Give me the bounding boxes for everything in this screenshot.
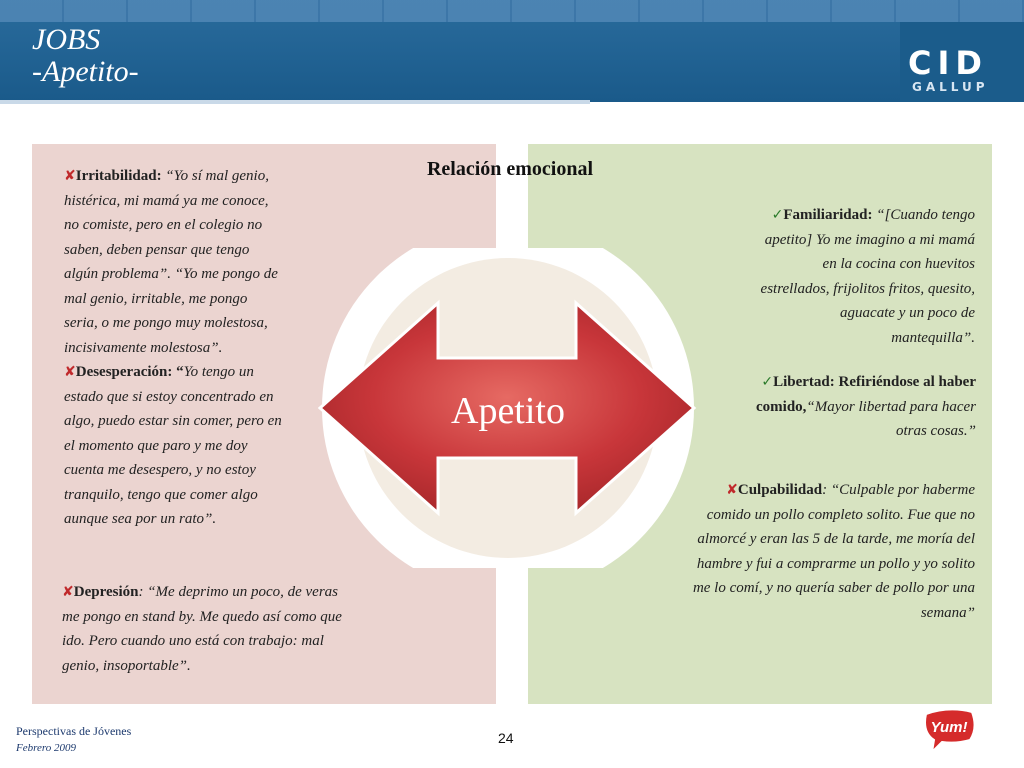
depresion-label: Depresión	[73, 584, 139, 600]
culpabilidad-label: Culpabilidad	[737, 482, 823, 498]
yum-logo-text: Yum!	[930, 719, 968, 736]
yum-logo	[920, 706, 978, 752]
footer-title: Perspectivas de Jóvenes	[16, 724, 132, 738]
check-icon: ✓	[761, 374, 774, 390]
libertad-block	[756, 370, 976, 444]
page-title: JOBS	[32, 23, 101, 56]
page-number: 24	[498, 730, 514, 746]
culpabilidad-block	[690, 478, 975, 625]
desesperacion-label: Desesperación: “	[75, 364, 184, 380]
x-icon: ✘	[726, 482, 738, 498]
irritabilidad-label: Irritabilidad:	[75, 168, 162, 184]
header-underline	[0, 100, 590, 104]
x-icon: ✘	[64, 168, 76, 184]
irritabilidad-quote: “Yo sí mal genio, histérica, mi mamá ya me conoce, no comiste, pero en el colegio no saben, deben pensar que tengo algún problema”. “Yo me pongo de mal genio, irritable, me pongo seria, o me pongo muy molestosa, incisivamente molestosa”.	[64, 168, 278, 356]
libertad-label: Libertad: Refiriéndose al haber comido,	[756, 374, 976, 415]
x-icon: ✘	[62, 584, 74, 600]
appetite-diagram	[318, 248, 698, 568]
libertad-quote: “Mayor libertad para hacer otras cosas.”	[806, 398, 976, 439]
depresion-block	[62, 580, 342, 678]
cid-logo-text: CID	[908, 44, 988, 82]
page-subtitle: -Apetito-	[32, 55, 139, 88]
gallup-logo-text: GALLUP	[912, 80, 989, 94]
desesperacion-quote: Yo tengo un estado que si estoy concentrado en algo, puedo estar sin comer, pero en el momento que paro y me doy cuenta me desespero, y no estoy tranquilo, tengo que comer algo aunque sea por un rato”.	[64, 364, 282, 527]
irritabilidad-block	[64, 164, 284, 532]
familiaridad-quote: “[Cuando tengo apetito] Yo me imagino a mi mamá en la cocina con huevitos estrellados, frijolitos fritos, quesito, aguacate y un poco de mantequilla”.	[760, 207, 975, 346]
x-icon: ✘	[64, 364, 76, 380]
header-bar	[0, 0, 1024, 102]
header-strip	[0, 0, 1024, 22]
culpabilidad-quote: : “Culpable por haberme comido un pollo completo solito. Fue que no almorcé y eran las 5 de la tarde, me moría del hambre y fui a comprarme un pollo y yo solito me lo comí, y no quería saber de pollo por una semana”	[692, 482, 975, 621]
footer-date: Febrero 2009	[16, 742, 76, 754]
check-icon: ✓	[771, 207, 784, 223]
section-title: Relación emocional	[426, 158, 594, 180]
familiaridad-label: Familiaridad:	[783, 207, 873, 223]
center-label: Apetito	[451, 390, 565, 432]
depresion-quote: : “Me deprimo un poco, de veras me pongo en stand by. Me quedo así como que ido. Pero cuando uno está con trabajo: mal genio, insoportable”.	[62, 584, 342, 674]
familiaridad-block	[760, 203, 975, 350]
